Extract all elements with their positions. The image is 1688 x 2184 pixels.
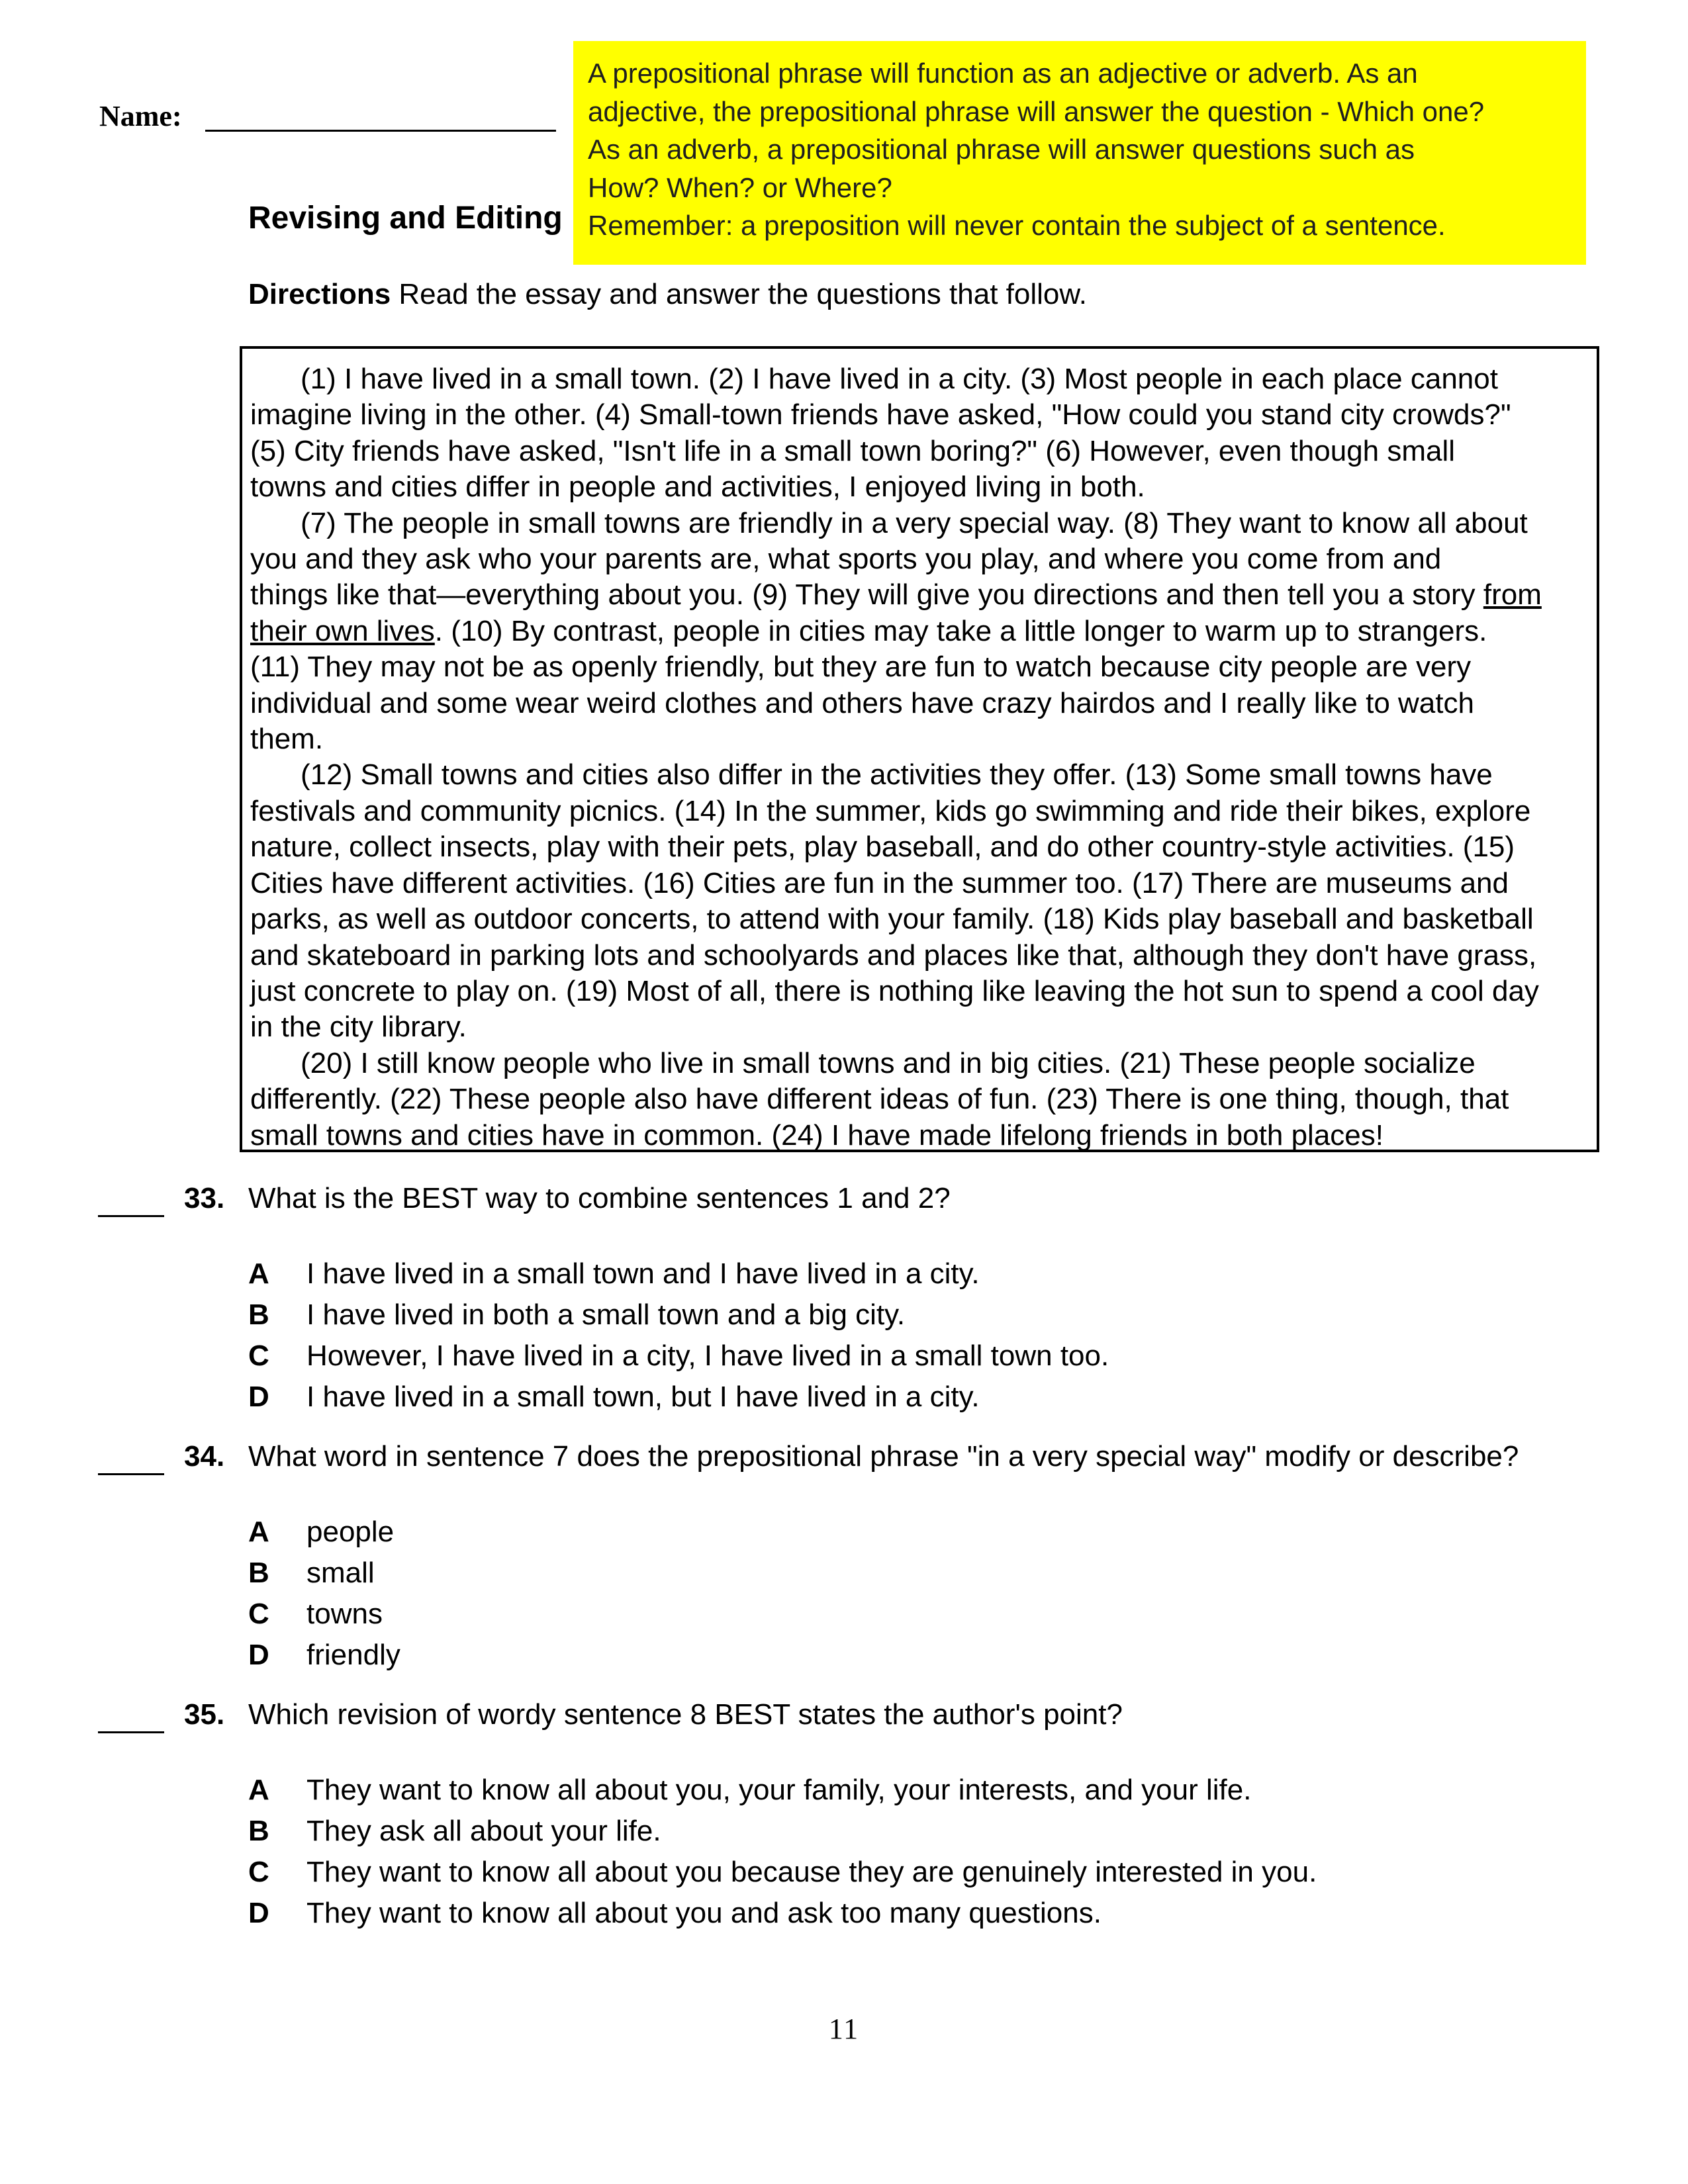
section-title: Revising and Editing: [248, 201, 563, 236]
option-letter: C: [248, 1598, 269, 1630]
answer-option[interactable]: [248, 1298, 905, 1332]
option-text: They want to know all about you, your family, your interests, and your life.: [306, 1774, 1252, 1806]
essay-text: things like that—everything about you. (9) They will give you directions and then tell you a story: [250, 578, 1483, 612]
essay-line: individual and some wear weird clothes and others have crazy hairdos and I really like to watch: [250, 686, 1474, 719]
essay-line: (5) City friends have asked, "Isn't life in a small town boring?" (6) However, even though small: [250, 434, 1456, 467]
question-text: Which revision of wordy sentence 8 BEST states the author's point?: [248, 1698, 1123, 1731]
essay-line: parks, as well as outdoor concerts, to attend with your family. (18) Kids play baseball and basketball: [250, 903, 1534, 936]
option-text: They ask all about your life.: [306, 1815, 661, 1847]
essay-line: small towns and cities have in common. (24) I have made lifelong friends in both places!: [250, 1118, 1383, 1152]
option-text: They want to know all about you and ask too many questions.: [306, 1897, 1102, 1929]
option-letter: B: [248, 1815, 269, 1847]
name-blank-line[interactable]: [205, 130, 556, 132]
question-number: 35.: [184, 1698, 225, 1731]
essay-box: [240, 346, 1599, 1152]
essay-line: imagine living in the other. (4) Small-town friends have asked, "How could you stand city crowds?": [250, 398, 1511, 432]
essay-line: (7) The people in small towns are friendly in a very special way. (8) They want to know all about: [301, 506, 1528, 539]
essay-line: (1) I have lived in a small town. (2) I have lived in a city. (3) Most people in each place cannot: [301, 363, 1498, 395]
note-line: As an adverb, a prepositional phrase will answer questions such as: [588, 134, 1415, 165]
answer-option[interactable]: [248, 1774, 1251, 1807]
underlined-phrase-part: their own lives: [250, 614, 435, 647]
answer-option[interactable]: [248, 1257, 980, 1291]
note-line: A prepositional phrase will function as an adjective or adverb. As an: [588, 58, 1418, 89]
underlined-phrase-part: from: [1483, 578, 1542, 612]
essay-line: towns and cities differ in people and activities, I enjoyed living in both.: [250, 471, 1145, 504]
essay-line: them.: [250, 723, 324, 756]
essay-line: (12) Small towns and cities also differ in the activities they offer. (13) Some small towns have: [301, 758, 1493, 792]
note-line: adjective, the prepositional phrase will answer the question - Which one?: [588, 95, 1485, 127]
option-letter: B: [248, 1298, 269, 1331]
answer-blank[interactable]: [98, 1698, 164, 1733]
note-line: Remember: a preposition will never contain the subject of a sentence.: [588, 210, 1446, 241]
essay-line: (20) I still know people who live in small towns and in big cities. (21) These people socialize: [301, 1046, 1476, 1079]
page-number: 11: [828, 2013, 860, 2045]
directions-text: Read the essay and answer the questions that follow.: [391, 278, 1087, 310]
option-letter: D: [248, 1897, 269, 1929]
question-text: What word in sentence 7 does the prepositional phrase "in a very special way" modify or describe?: [248, 1440, 1519, 1473]
answer-option[interactable]: [248, 1598, 383, 1631]
essay-line: (11) They may not be as openly friendly, but they are fun to watch because city people are very: [250, 651, 1472, 684]
option-letter: D: [248, 1381, 269, 1413]
answer-blank[interactable]: [98, 1182, 164, 1217]
directions-label: Directions: [248, 278, 391, 310]
essay-line: nature, collect insects, play with their pets, play baseball, and do other country-style activities. (15): [250, 831, 1515, 864]
option-text: They want to know all about you because they are genuinely interested in you.: [306, 1856, 1317, 1888]
essay-line: just concrete to play on. (19) Most of all, there is nothing like leaving the hot sun to spend a cool day: [250, 974, 1539, 1007]
answer-blank[interactable]: [98, 1440, 164, 1475]
option-text: towns: [306, 1598, 383, 1630]
answer-option[interactable]: [248, 1856, 1317, 1889]
essay-line: [250, 577, 1597, 613]
answer-option[interactable]: [248, 1340, 1109, 1373]
option-letter: A: [248, 1774, 269, 1806]
answer-option[interactable]: [248, 1639, 400, 1672]
option-letter: B: [248, 1557, 269, 1589]
option-text: However, I have lived in a city, I have lived in a small town too.: [306, 1340, 1109, 1372]
question-text: What is the BEST way to combine sentences 1 and 2?: [248, 1182, 951, 1214]
note-line: How? When? or Where?: [588, 171, 892, 203]
essay-line: [250, 614, 1597, 649]
option-text: people: [306, 1516, 395, 1548]
option-text: friendly: [306, 1639, 400, 1671]
answer-option[interactable]: [248, 1897, 1102, 1930]
answer-option[interactable]: [248, 1557, 375, 1590]
option-text: I have lived in a small town and I have lived in a city.: [306, 1257, 980, 1290]
directions: [248, 278, 1087, 311]
answer-option[interactable]: [248, 1516, 394, 1549]
option-letter: D: [248, 1639, 269, 1671]
prepositional-phrase-note: [573, 41, 1586, 265]
option-letter: C: [248, 1856, 269, 1888]
essay-line: Cities have different activities. (16) Cities are fun in the summer too. (17) There are museums and: [250, 866, 1509, 899]
essay-line: and skateboard in parking lots and schoolyards and places like that, although they don't have grass,: [250, 938, 1537, 972]
option-letter: A: [248, 1257, 269, 1290]
essay-line: differently. (22) These people also have different ideas of fun. (23) There is one thing, though, that: [250, 1083, 1509, 1116]
option-letter: C: [248, 1340, 269, 1372]
question-number: 34.: [184, 1440, 225, 1473]
option-text: I have lived in both a small town and a big city.: [306, 1298, 906, 1331]
essay-line: in the city library.: [250, 1011, 467, 1044]
option-text: small: [306, 1557, 375, 1589]
answer-option[interactable]: [248, 1381, 980, 1414]
option-text: I have lived in a small town, but I have lived in a city.: [306, 1381, 980, 1413]
essay-line: you and they ask who your parents are, what sports you play, and where you come from and: [250, 543, 1442, 576]
question-number: 33.: [184, 1182, 225, 1214]
essay-text: . (10) By contrast, people in cities may take a little longer to warm up to strangers.: [434, 614, 1487, 647]
option-letter: A: [248, 1516, 269, 1548]
answer-option[interactable]: [248, 1815, 661, 1848]
essay-line: festivals and community picnics. (14) In the summer, kids go swimming and ride their bikes, explore: [250, 794, 1531, 827]
name-label: Name:: [99, 100, 182, 132]
